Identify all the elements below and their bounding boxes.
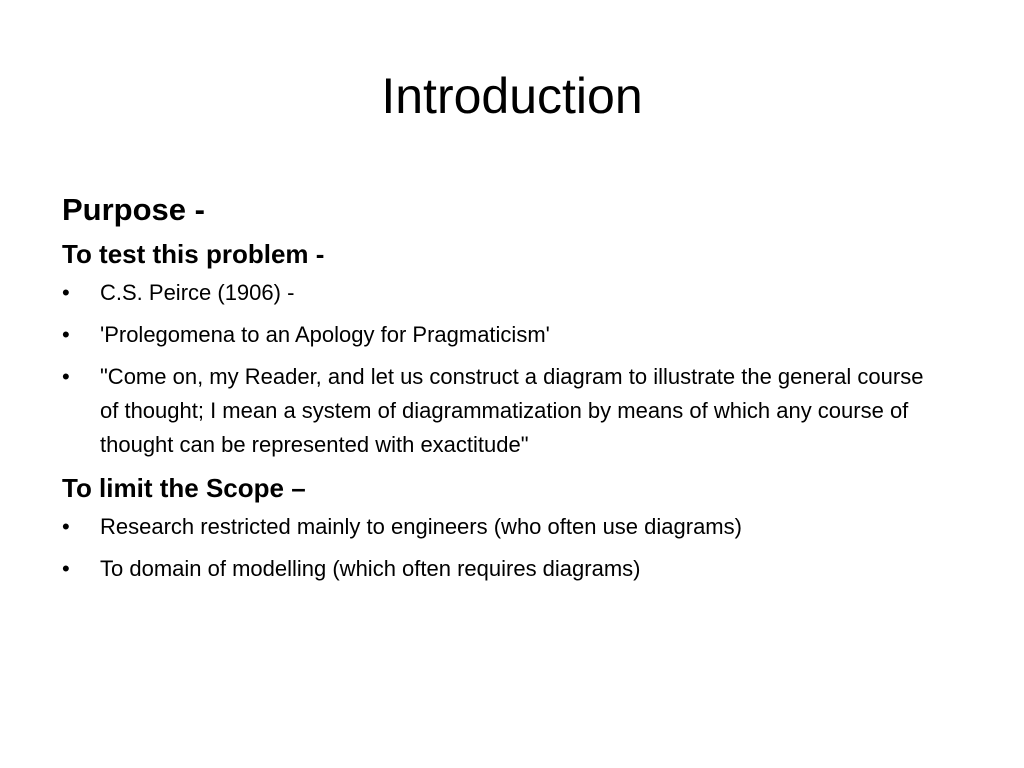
bullet-list-test-problem — [62, 276, 942, 462]
list-item — [62, 510, 942, 544]
list-item — [62, 318, 942, 352]
list-item-text: To domain of modelling (which often requires diagrams) — [100, 556, 641, 581]
list-item-text: Research restricted mainly to engineers (who often use diagrams) — [100, 514, 742, 539]
bullet-icon: • — [62, 280, 70, 305]
list-item — [62, 360, 942, 462]
list-item-text: 'Prolegomena to an Apology for Pragmaticism' — [100, 322, 550, 347]
slide-body — [62, 188, 942, 594]
purpose-heading: Purpose - — [62, 192, 205, 227]
section-heading-limit-scope: To limit the Scope – — [62, 473, 306, 503]
section-heading-test-problem: To test this problem - — [62, 239, 325, 269]
list-item — [62, 552, 942, 586]
list-item-text: "Come on, my Reader, and let us construct a diagram to illustrate the general course of thought; I mean a system of diagrammatization by means of which any course of thought can be represented with exactitude" — [100, 364, 924, 457]
bullet-list-limit-scope — [62, 510, 942, 586]
bullet-icon: • — [62, 322, 70, 347]
bullet-icon: • — [62, 364, 70, 389]
list-item-text: C.S. Peirce (1906) - — [100, 280, 295, 305]
bullet-icon: • — [62, 556, 70, 581]
slide-title: Introduction — [381, 68, 643, 124]
list-item — [62, 276, 942, 310]
bullet-icon: • — [62, 514, 70, 539]
